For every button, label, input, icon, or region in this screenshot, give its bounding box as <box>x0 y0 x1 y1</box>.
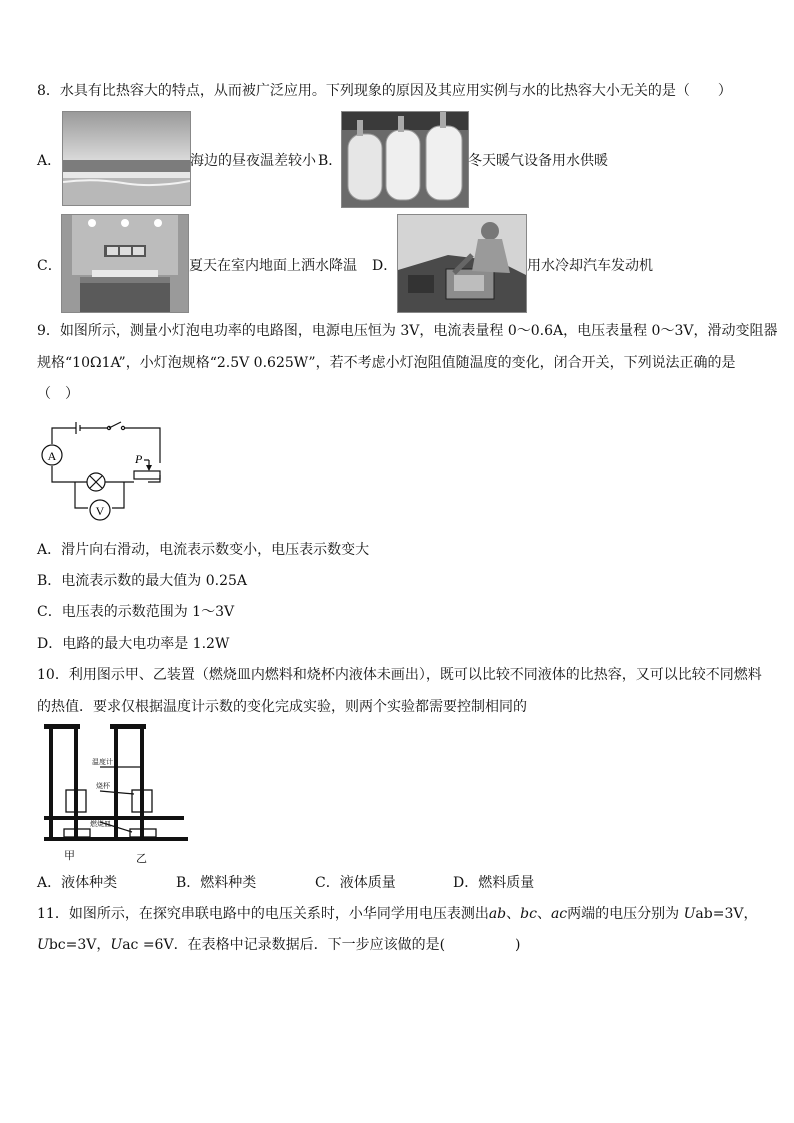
q9-stem-line-2: 规格“10Ω1A”，小灯泡规格“2.5V 0.625W”，若不考虑小灯泡阻值随温度的变化，闭合开关，下列说法正确的是 <box>37 355 736 371</box>
ammeter-label: A <box>47 449 57 463</box>
q9-stem-line-1: 9．如图所示，测量小灯泡电功率的电路图，电源电压恒为 3V，电流表量程 0～0.6A，电压表量程 0～3V，滑动变阻器 <box>37 323 778 339</box>
q8-option-c-label: C． <box>37 258 62 274</box>
q11-sep-1: 、 <box>506 906 521 922</box>
q11-uac-value: ac =6V．在表格中记录数据后．下一步应该做的是( ) <box>122 937 521 953</box>
q11-bc: bc <box>520 906 537 922</box>
q11-ubc-value: bc=3V， <box>48 937 111 953</box>
label-yi: 乙 <box>136 852 147 865</box>
voltmeter-label: V <box>95 504 105 518</box>
q8-option-a-label: A． <box>37 153 62 169</box>
q11-stem-line-1 <box>37 904 757 924</box>
label-beaker: 烧杯 <box>96 782 110 790</box>
q11-stem-line-2 <box>37 935 521 955</box>
q9-option-d: D．电路的最大电功率是 1.2W <box>37 636 230 652</box>
q8-option-b-label: B． <box>318 153 343 169</box>
slider-label: P <box>135 452 143 466</box>
q10-stem-line-1: 10．利用图示甲、乙装置（燃烧皿内燃料和烧杯内液体未画出），既可以比较不同液体的比热容，又可以比较不同燃料 <box>37 667 762 683</box>
q10-option-c: C．液体质量 <box>315 875 396 891</box>
q11-ubc-symbol: U <box>37 937 49 953</box>
q11-ac: ac <box>550 906 568 922</box>
car-engine-photo <box>397 214 527 313</box>
q11-text-a: 11．如图所示，在探究串联电路中的电压关系时，小华同学用电压表测出 <box>37 906 489 922</box>
q10-option-a: A．液体种类 <box>37 875 118 891</box>
q9-circuit-diagram <box>38 420 168 525</box>
heating-tanks-photo <box>341 111 469 208</box>
q10-stem-line-2: 的热值．要求仅根据温度计示数的变化完成实验，则两个实验都需要控制相同的 <box>37 699 527 715</box>
q9-stem-line-3: （ ） <box>37 386 79 402</box>
q10-option-b: B．燃料种类 <box>176 875 257 891</box>
bedroom-photo <box>61 214 189 313</box>
label-burner: 燃烧皿 <box>90 820 111 828</box>
q8-option-b-text: 冬天暖气设备用水供暖 <box>468 153 608 169</box>
q11-uac-symbol: U <box>110 937 123 953</box>
q8-option-c-text: 夏天在室内地面上洒水降温 <box>189 258 357 274</box>
q8-stem: 8．水具有比热容大的特点，从而被广泛应用。下列现象的原因及其应用实例与水的比热容大小无关的是（ ） <box>37 83 732 99</box>
q11-text-b: 两端的电压分别为 <box>567 906 684 922</box>
q9-option-a: A．滑片向右滑动，电流表示数变小，电压表示数变大 <box>37 542 370 558</box>
q11-ab: ab <box>488 906 507 922</box>
label-thermometer: 温度计 <box>92 758 113 766</box>
q11-uab-symbol: U <box>683 906 696 922</box>
q10-apparatus-figure <box>40 722 190 870</box>
q9-option-b: B．电流表示数的最大值为 0.25A <box>37 573 248 589</box>
q8-option-d-label: D． <box>372 258 398 274</box>
seaside-photo <box>62 111 191 206</box>
q10-option-d: D．燃料质量 <box>453 875 535 891</box>
q8-option-d-text: 用水冷却汽车发动机 <box>527 258 653 274</box>
q11-uab-value: ab=3V， <box>695 906 758 922</box>
label-jia: 甲 <box>64 849 75 862</box>
q9-option-c: C．电压表的示数范围为 1～3V <box>37 604 235 620</box>
q11-sep-2: 、 <box>536 906 551 922</box>
q8-option-a-text: 海边的昼夜温差较小 <box>190 153 316 169</box>
